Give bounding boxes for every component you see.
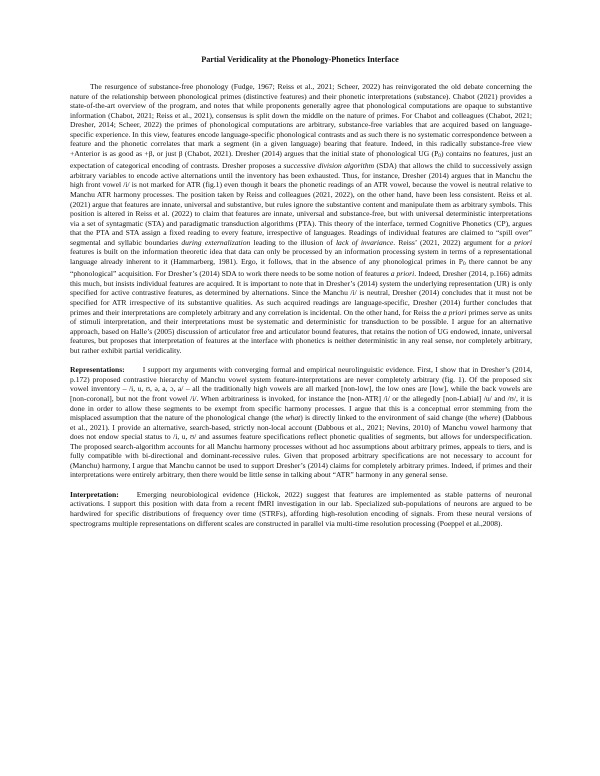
intro-emphasis-sda: successive division algorithm bbox=[283, 161, 375, 171]
intro-emphasis-a-priori-1: a priori bbox=[507, 237, 532, 247]
interpretation-paragraph bbox=[70, 490, 532, 528]
representations-emphasis-what: what bbox=[285, 413, 301, 423]
intro-text-8: . Indeed, Dresher (2014, p.166) admits this much, but insists individual features are acquired. It is important to note that in Dresher’s (2014) system the underlying representation (UR) is only specified for active contrastive features, as determined by alternations. Since the Manchu /i/ is neutral, Dresher (2014) concludes that it must not be specified for ATR irrespective of its substantive qualities. As such acquired readings are language-specific, Dresher (2014) further concludes that primes and their interpretations are completely arbitrary and any correlation is incidental. On the other hand, for Reiss the bbox=[70, 269, 532, 317]
intro-emphasis-externalization: during externalization bbox=[181, 237, 251, 247]
intro-subscript-p0-2: 0 bbox=[463, 260, 466, 267]
intro-text-6: features is built on the information theoretic idea that data can only be processed by an information processing system in terms of a representational language already inherent to it (Hammarberg, 1981). Ergo, it follows, that in the absence of any phonological primes in P bbox=[70, 247, 532, 266]
representations-heading: Representations: bbox=[70, 365, 125, 375]
intro-text-2: ) contains no features, just an expectation of categorical encoding of contrasts. Dresher proposes a bbox=[70, 148, 532, 171]
intro-text-3: (SDA) that allows the child to successively assign arbitrary variables to encode active alternations until the inventory has been exhausted. Thus, for instance, Dresher (2014) argues that in Manchu the high front vowel /i/ is not marked for ATR (fig.1) even though it bears the phonetic readings of an ATR vowel, because the vowel is neutral relative to Manchu ATR harmony processes. The position taken by Reiss and colleagues (2021, 2022), on the other hand, have been less consistent. Reiss et al. (2021) argue that features are innate, universal and substantive, but rules ignore the substantive content and manipulate them as arbitrary symbols. This position is altered in Reiss et al. (2022) to claim that features are innate, universal and substance-free, but with universal deterministic interpretations via a set of syntagmatic (STA) and paradigmatic transduction algorithms (PTA). This theory of the interface, termed Cognitive Phonetics (CP), argues that the PTA and STA assign a fixed reading to every feature, irrespective of languages. Readings of individual features are claimed to “spill over” segmental and syllabic boundaries bbox=[70, 161, 532, 247]
intro-text-1: The resurgence of substance-free phonology (Fudge, 1967; Reiss et al., 2021; Scheer, 2022) has reinvigorated the old debate concerning the nature of the relationship between phonological primes (distinctive features) and their phonetic interpretations (substance). Chabot (2021) provides a state-of-the-art overview of the program, and notes that while proponents generally agree that phonological computations are opaque to substantive information (Chabot, 2021; Reiss et al., 2021), consensus is split down the middle on the nature of primes. For Chabot and colleagues (Chabot, 2021; Dresher, 2014; Scheer, 2022) the primes of phonological computations are arbitrary, substance-free variables that are acquired based on language-specific experience. In this view, features encode language-specific phonological contrasts and as such there is no systematic correspondence between a feature and the phonetic correlates that mark a segment (in a given language) bearing that feature. Indeed, in this radically substance-free view +Anterior is as good as +β, or just β (Chabot, 2021). Dresher (2014) argues that the initial state of phonological UG (P bbox=[70, 82, 532, 158]
representations-text-3: ) (Dabbous et al., 2021). I provide an alternative, search-based, strictly non-local account (Dabbous et al., 2021; Nevins, 2010) of Manchu vowel harmony that does not endow special status to /i, u, ʊ/ and assumes feature specifications reflect phonetic qualities of segments, but allows for underspecification. The proposed search-algorithm accounts for all Manchu harmony processes without ad hoc assumptions about arbitrary primes, appeals to tiers, and is fully compatible with bi-directional and dominant-recessive rules. Given that proposed arbitrary specifications are not necessary to account for (Manchu) harmony, I argue that Manchu cannot be used to support Dresher’s (2014) claims for completely arbitrary primes. Indeed, if primes and their interpretations were entirely arbitrary, then there would be little sense in talking about “ATR” harmony in any general sense. bbox=[70, 413, 533, 480]
interpretation-text: Emerging neurobiological evidence (Hickok, 2022) suggest that features are implemented as stable patterns of neuronal activations. I support this position with data from a recent fMRI investigation in our lab. Specialized sub-populations of neurons are argued to be hardwired for specific distributions of frequency over time (STRFs), affording high-resolution encoding of signals. From these neural versions of spectrograms multiple representations on different scales are constructed in parallel via multi-time resolution processing (Poeppel et al.,2008). bbox=[70, 489, 532, 528]
intro-text-5: . Reiss’ (2021, 2022) argument for bbox=[393, 237, 508, 247]
intro-emphasis-a-priori-2: a priori bbox=[390, 269, 415, 279]
intro-text-4: leading to the illusion of bbox=[250, 237, 336, 247]
paper-title: Partial Veridicality at the Phonology-Phonetics Interface bbox=[201, 55, 399, 64]
intro-subscript-p0: 0 bbox=[438, 152, 441, 159]
intro-emphasis-a-priori-3: a priori bbox=[442, 307, 467, 317]
intro-emphasis-invariance: lack of invariance bbox=[335, 237, 394, 247]
representations-text-2: ) is directly linked to the environment of said change (the bbox=[300, 413, 480, 423]
representations-emphasis-where: where bbox=[479, 413, 498, 423]
intro-text-7: there cannot be any “phonological” acquisition. For Dresher’s (2014) SDA to work there needs to be some notion of features bbox=[70, 256, 532, 279]
intro-text-9: primes serve as units of stimuli interpretation, and their interpretations must be systematic and deterministic for transduction to be possible. I argue for an alternative approach, based on Halle’s (2005) discussion of articulator free and articulator bound features, that retains the notion of UG endowed, innate, universal features, but proposes that interpretation of features at the interface with phonetics is neither deterministic in any real sense, nor completely arbitrary, but rather exhibit partial veridicality. bbox=[70, 307, 532, 355]
representations-paragraph bbox=[70, 365, 532, 480]
representations-text-1: I support my arguments with converging formal and empirical neurolinguistic evidence. First, I show that in Dresher’s (2014, p.172) proposed contrastive hierarchy of Manchu vowel system feature-interpretations are never completely arbitrary (fig. 1). Of the proposed six vowel inventory – /i, u, ʊ, ə, a, ɔ, a/ – all the traditionally high vowels are all marked [non-low], the low ones are [low], while the back vowels are [non-coronal], but not the front vowel /i/. When arbitrariness is invoked, for instance the [non-ATR] /i/ or the allegedly [non-Labial] /u/ and /ʊ/, it is done in order to allow these segments to be exempt from specific harmony processes. I argue that this is a conceptual error stemming from the misplaced assumption that the nature of the phonological change (the bbox=[70, 365, 532, 423]
intro-paragraph bbox=[70, 82, 532, 355]
interpretation-heading: Interpretation: bbox=[70, 489, 119, 499]
abstract-body bbox=[70, 82, 532, 528]
